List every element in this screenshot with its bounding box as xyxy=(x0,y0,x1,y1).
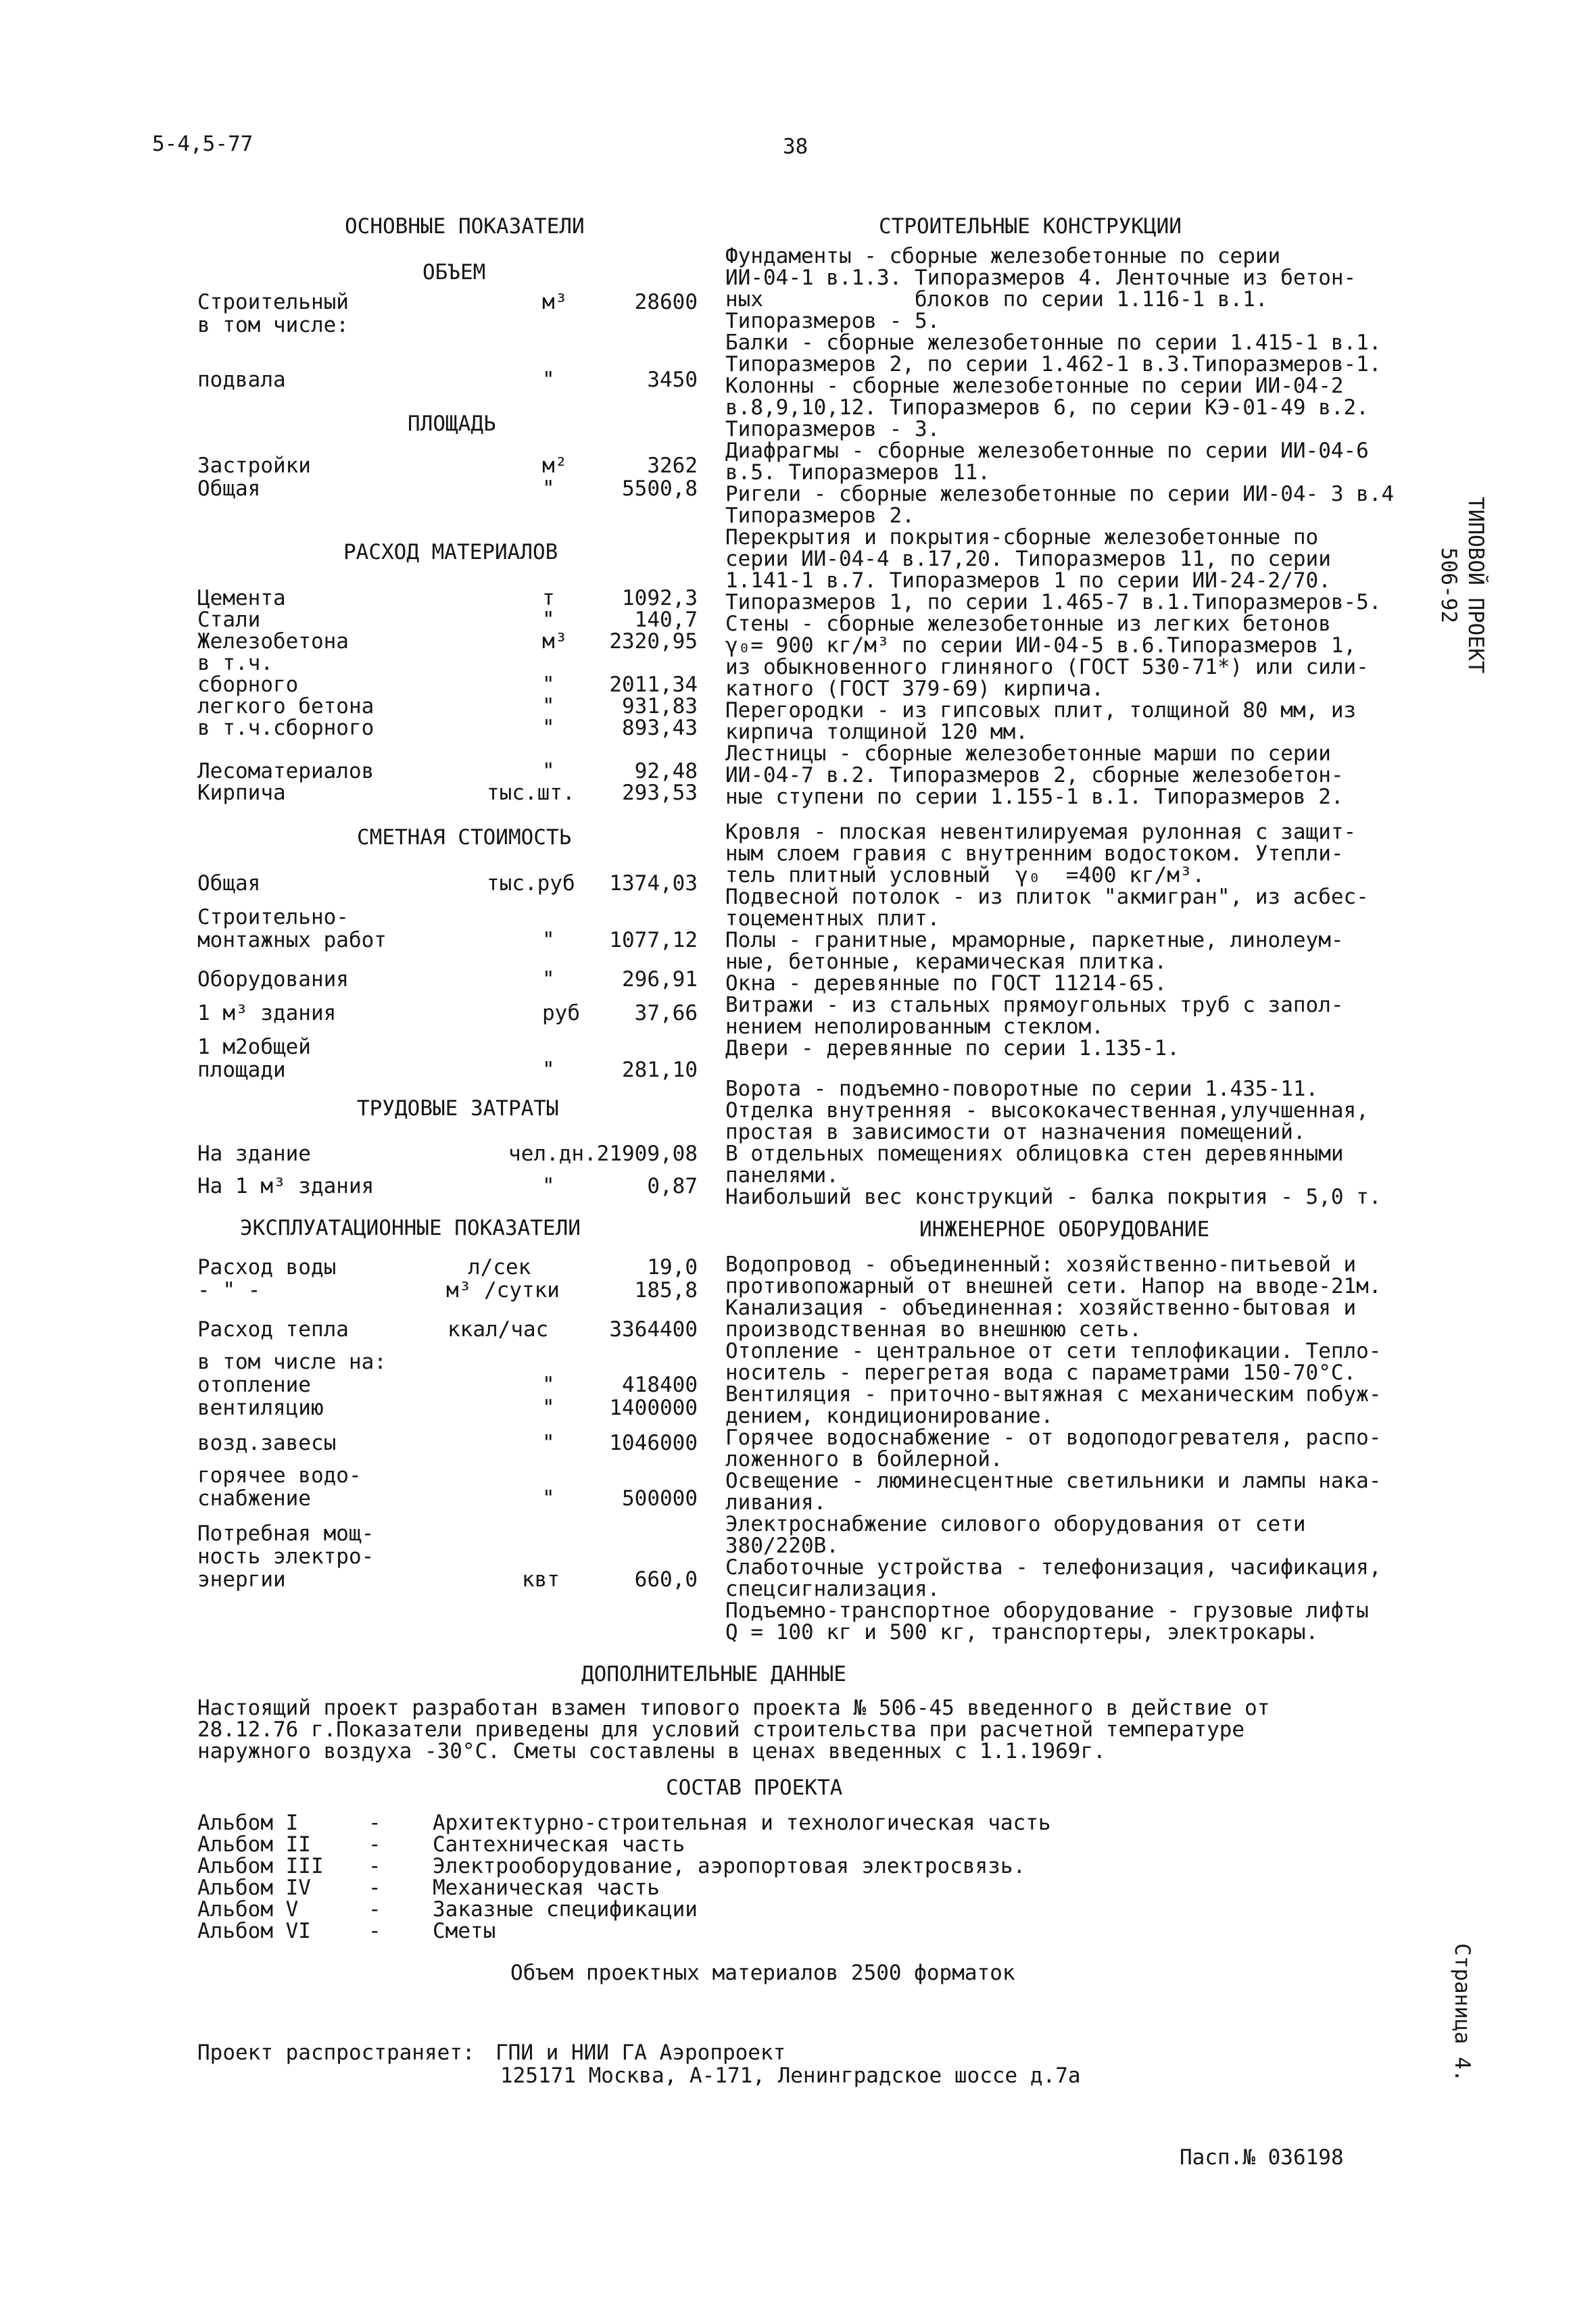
material-label: в т.ч. xyxy=(197,651,273,675)
heating-value: 418400 xyxy=(622,1373,698,1397)
water-row-2 xyxy=(197,1279,698,1302)
engineering-line: 380/220В. xyxy=(725,1534,839,1558)
material-label: Кирпича xyxy=(197,781,286,805)
materials-row xyxy=(197,716,698,739)
structures-line: Перекрытия и покрытия-сборные железобетонные по xyxy=(725,525,1319,550)
structures-line: нением неполированным стеклом. xyxy=(725,1015,1104,1039)
engineering-line: Электроснабжение силового оборудования от сети xyxy=(725,1512,1306,1536)
vent-label: вентиляцию xyxy=(197,1396,324,1420)
engineering-line: ложенного в бойлерной. xyxy=(725,1447,1003,1471)
power-unit: квт xyxy=(522,1567,560,1592)
structures-line: ным слоем гравия с внутренним водостоком. Утепли- xyxy=(725,842,1344,866)
engineering-line: Подъемно-транспортное оборудование - грузовые лифты xyxy=(725,1599,1369,1623)
material-label: Цемента xyxy=(197,586,286,610)
structures-line: Типоразмеров 2. xyxy=(725,504,915,528)
materials-row xyxy=(197,652,698,675)
additional-line: наружного воздуха -30°С. Сметы составлены в ценах введенных с 1.1.1969г. xyxy=(197,1739,1106,1763)
structures-line: ИИ-04-7 в.2. Типоразмеров 2, сборные железобетон- xyxy=(725,763,1344,787)
engineering-line: Освещение - люминесцентные светильники и лампы нака- xyxy=(725,1469,1382,1493)
engineering-line: Вентиляция - приточно-вытяжная с механическим побуж- xyxy=(725,1382,1382,1407)
material-label: Лесоматериалов xyxy=(197,759,374,783)
labor-building-label: На здание xyxy=(197,1142,311,1166)
water-unit-1: л/сек xyxy=(468,1255,531,1280)
heat-incl-label: в том числе на: xyxy=(197,1350,387,1374)
structures-line: Двери - деревянные по серии 1.135-1. xyxy=(725,1036,1180,1061)
cost-equipment-row xyxy=(197,968,698,991)
power-label-3: энергии xyxy=(197,1567,286,1592)
water-value-2: 185,8 xyxy=(634,1278,698,1302)
power-row-2 xyxy=(197,1545,698,1568)
material-value: 893,43 xyxy=(622,716,698,740)
area-built-label: Застройки xyxy=(197,454,311,478)
structures-line: панелями. xyxy=(725,1163,839,1188)
area-built-value: 3262 xyxy=(647,454,698,478)
heat-value: 3364400 xyxy=(609,1317,698,1342)
heat-row xyxy=(197,1318,698,1341)
power-value: 660,0 xyxy=(634,1567,698,1592)
vent-row xyxy=(197,1396,698,1419)
engineering-title: ИНЖЕНЕРНОЕ ОБОРУДОВАНИЕ xyxy=(919,1217,1210,1242)
main-indicators-title: ОСНОВНЫЕ ПОКАЗАТЕЛИ xyxy=(345,214,585,239)
materials-row xyxy=(197,760,698,783)
cost-equipment-unit: " xyxy=(542,967,555,992)
cost-total-row xyxy=(197,872,698,895)
water-label: Расход воды xyxy=(197,1255,337,1280)
structures-line: Типоразмеров - 3. xyxy=(725,417,940,441)
structures-line: 1.141-1 в.7. Типоразмеров 1 по серии ИИ-24-2/70. xyxy=(725,568,1331,593)
project-title-vertical: ТИПОВОЙ ПРОЕКТ xyxy=(1464,497,1488,674)
materials-row xyxy=(197,630,698,653)
heat-incl-row xyxy=(197,1350,698,1373)
cost-total-label: Общая xyxy=(197,871,261,896)
structures-line: Кровля - плоская невентилируемая рулонная с защит- xyxy=(725,820,1357,844)
hot-water-unit: " xyxy=(542,1486,555,1511)
cost-construction-value: 1077,12 xyxy=(609,928,698,952)
material-value: 2011,34 xyxy=(609,673,698,697)
hot-water-row-2 xyxy=(197,1487,698,1510)
volume-note: Объем проектных материалов 2500 форматок xyxy=(510,1961,1015,1985)
labor-building-row xyxy=(197,1142,698,1165)
material-unit: " xyxy=(542,694,555,718)
hot-water-value: 500000 xyxy=(622,1486,698,1511)
volume-basement-unit: " xyxy=(542,368,555,392)
cost-per-m2-row-1 xyxy=(197,1035,698,1058)
volume-building-value: 28600 xyxy=(634,290,698,314)
album-dash: - xyxy=(368,1897,381,1922)
vent-value: 1400000 xyxy=(609,1396,698,1420)
album-desc: Заказные спецификации xyxy=(433,1897,698,1922)
project-number-vertical: 506-92 xyxy=(1436,547,1461,623)
hot-water-label-1: горячее водо- xyxy=(197,1463,362,1488)
additional-line: 28.12.76 г.Показатели приведены для условий строительства при расчетной температуре xyxy=(197,1717,1245,1742)
curtain-label: возд.завесы xyxy=(197,1431,337,1455)
material-value: 1092,3 xyxy=(622,586,698,610)
structures-line: ИИ-04-1 в.1.3. Типоразмеров 4. Ленточные из бетон- xyxy=(725,266,1357,290)
structures-line: Стены - сборные железобетонные из легких бетонов xyxy=(725,612,1331,636)
cost-construction-row-1 xyxy=(197,906,698,929)
area-total-row xyxy=(197,477,698,500)
cost-per-m2-row-2 xyxy=(197,1058,698,1081)
material-unit: т xyxy=(542,586,555,610)
labor-per-m3-row xyxy=(197,1175,698,1198)
volume-building-unit: м³ xyxy=(542,290,568,314)
material-label: в т.ч.сборного xyxy=(197,716,374,740)
structures-line: ные, бетонные, керамическая плитка. xyxy=(725,950,1167,974)
material-value: 2320,95 xyxy=(609,629,698,654)
cost-per-m3-label: 1 м³ здания xyxy=(197,1001,337,1025)
page-label-vertical: Страница 4. xyxy=(1450,1943,1474,2082)
structures-line: Ригели - сборные железобетонные по серии ИИ-04- 3 в.4 xyxy=(725,482,1395,506)
structures-line: Лестницы - сборные железобетонные марши по серии xyxy=(725,741,1331,766)
hot-water-label-2: снабжение xyxy=(197,1486,311,1511)
cost-total-value: 1374,03 xyxy=(609,871,698,896)
volume-basement-value: 3450 xyxy=(647,368,698,392)
material-value: 931,83 xyxy=(622,694,698,718)
heat-label: Расход тепла xyxy=(197,1317,349,1342)
heating-unit: " xyxy=(542,1373,555,1397)
album-desc: Сантехническая часть xyxy=(433,1832,685,1857)
passport-number: Пасп.№ 036198 xyxy=(1180,2145,1344,2170)
engineering-line: носитель - перегретая вода с параметрами 150-70°С. xyxy=(725,1361,1357,1385)
structures-line: Наибольший вес конструкций - балка покрытия - 5,0 т. xyxy=(725,1185,1382,1209)
page-number: 38 xyxy=(783,135,808,159)
labor-per-m3-label: На 1 м³ здания xyxy=(197,1174,374,1198)
cost-construction-unit: " xyxy=(542,928,555,952)
album-dash: - xyxy=(368,1876,381,1900)
materials-row xyxy=(197,587,698,610)
volume-basement-row xyxy=(197,368,698,391)
area-total-value: 5500,8 xyxy=(622,477,698,501)
material-unit: " xyxy=(542,673,555,697)
power-row-1 xyxy=(197,1522,698,1545)
structures-line: Типоразмеров - 5. xyxy=(725,309,940,333)
material-label: сборного xyxy=(197,673,299,697)
hot-water-row-1 xyxy=(197,1464,698,1487)
volume-heading: ОБЪЕМ xyxy=(422,260,486,285)
engineering-line: Слаботочные устройства - телефонизация, часификация, xyxy=(725,1555,1382,1580)
cost-per-m3-unit: руб xyxy=(542,1001,580,1025)
engineering-line: дением, кондиционирование. xyxy=(725,1404,1054,1428)
operation-heading: ЭКСПЛУАТАЦИОННЫЕ ПОКАЗАТЕЛИ xyxy=(240,1216,581,1240)
cost-construction-row-2 xyxy=(197,929,698,952)
structures-line: Типоразмеров 1, по серии 1.465-7 в.1.Типоразмеров-5. xyxy=(725,590,1382,614)
cost-total-unit: тыс.руб xyxy=(487,871,575,896)
volume-basement-label: подвала xyxy=(197,368,286,392)
structures-line: простая в зависимости от назначения помещений. xyxy=(725,1120,1306,1144)
heat-unit: ккал/час xyxy=(448,1317,549,1342)
structures-line: в.8,9,10,12. Типоразмеров 6, по серии КЭ-01-49 в.2. xyxy=(725,395,1369,420)
material-label: Железобетона xyxy=(197,629,349,654)
cost-per-m2-value: 281,10 xyxy=(622,1058,698,1082)
area-total-unit: " xyxy=(542,477,555,501)
distributor-address: 125171 Москва, А-171, Ленинградское шоссе д.7а xyxy=(500,2064,1081,2088)
water-unit-2: м³ /сутки xyxy=(446,1278,560,1302)
album-name: Альбом VI xyxy=(197,1919,311,1943)
album-name: Альбом IV xyxy=(197,1876,311,1900)
material-unit: м³ xyxy=(542,629,568,654)
distributor-name: ГПИ и НИИ ГА Аэропроект xyxy=(495,2041,786,2065)
structures-line: Типоразмеров 2, по серии 1.462-1 в.3.Типоразмеров-1. xyxy=(725,352,1382,376)
album-dash: - xyxy=(368,1919,381,1943)
structures-line: тоцементных плит. xyxy=(725,906,940,931)
power-label-2: ность электро- xyxy=(197,1544,374,1569)
material-label: Стали xyxy=(197,608,261,632)
engineering-line: спецсигнализация. xyxy=(725,1577,940,1601)
structures-line: ных блоков по серии 1.116-1 в.1. xyxy=(725,287,1268,312)
cost-heading: СМЕТНАЯ СТОИМОСТЬ xyxy=(357,825,572,850)
cost-equipment-value: 296,91 xyxy=(622,967,698,992)
album-desc: Механическая часть xyxy=(433,1876,660,1900)
cost-construction-label-2: монтажных работ xyxy=(197,928,387,952)
volume-building-sub: в том числе: xyxy=(197,313,349,337)
album-name: Альбом I xyxy=(197,1811,299,1835)
album-desc: Сметы xyxy=(433,1919,496,1943)
labor-heading: ТРУДОВЫЕ ЗАТРАТЫ xyxy=(357,1096,559,1121)
area-heading: ПЛОЩАДЬ xyxy=(408,412,496,436)
heating-row xyxy=(197,1373,698,1396)
material-value: 140,7 xyxy=(634,608,698,632)
structures-line: Диафрагмы - сборные железобетонные по серии ИИ-04-6 xyxy=(725,439,1369,463)
structures-line: кирпича толщиной 120 мм. xyxy=(725,720,1028,744)
engineering-line: Канализация - объединенная: хозяйственно-бытовая и xyxy=(725,1296,1357,1320)
structures-line: тель плитный условный γ₀ =400 кг/м³. xyxy=(725,863,1205,887)
additional-title: ДОПОЛНИТЕЛЬНЫЕ ДАННЫЕ xyxy=(581,1662,846,1686)
vent-unit: " xyxy=(542,1396,555,1420)
engineering-line: противопожарный от внешней сети. Напор на вводе-21м. xyxy=(725,1274,1382,1298)
cost-per-m2-label-2: площади xyxy=(197,1058,286,1082)
engineering-line: Водопровод - объединенный: хозяйственно-питьевой и xyxy=(725,1252,1357,1277)
curtain-row xyxy=(197,1432,698,1455)
composition-title: СОСТАВ ПРОЕКТА xyxy=(666,1776,843,1800)
structures-line: В отдельных помещениях облицовка стен деревянными xyxy=(725,1142,1344,1166)
heating-label: отопление xyxy=(197,1373,311,1397)
structures-line: Витражи - из стальных прямоугольных труб с запол- xyxy=(725,993,1344,1017)
engineering-line: Отопление - центральное от сети теплофикации. Тепло- xyxy=(725,1339,1382,1363)
structures-line: Окна - деревянные по ГОСТ 11214-65. xyxy=(725,971,1167,996)
structures-line: серии ИИ-04-4 в.17,20. Типоразмеров 11, по серии xyxy=(725,547,1331,571)
album-desc: Архитектурно-строительная и технологическая часть xyxy=(433,1811,1051,1835)
structures-line: Балки - сборные железобетонные по серии 1.415-1 в.1. xyxy=(725,331,1382,355)
structures-line: в.5. Типоразмеров 11. xyxy=(725,460,990,485)
album-dash: - xyxy=(368,1854,381,1878)
curtain-value: 1046000 xyxy=(609,1431,698,1455)
volume-building-label: Строительный xyxy=(197,290,349,314)
curtain-unit: " xyxy=(542,1431,555,1455)
water-value-1: 19,0 xyxy=(647,1255,698,1280)
material-value: 92,48 xyxy=(634,759,698,783)
cost-equipment-label: Оборудования xyxy=(197,967,349,992)
distributor-label: Проект распространяет: xyxy=(197,2041,475,2065)
labor-building-value: чел.дн.21909,08 xyxy=(508,1142,698,1166)
material-value: 293,53 xyxy=(622,781,698,805)
materials-row xyxy=(197,673,698,696)
structures-line: Перегородки - из гипсовых плит, толщиной 80 мм, из xyxy=(725,698,1357,723)
engineering-line: производственная во внешнюю сеть. xyxy=(725,1317,1142,1342)
material-unit: тыс.шт. xyxy=(487,781,575,805)
labor-per-m3-unit: " xyxy=(542,1174,555,1198)
structures-line: из обыкновенного глиняного (ГОСТ 530-71*) или сили- xyxy=(725,655,1369,679)
structures-line: Полы - гранитные, мраморные, паркетные, линолеум- xyxy=(725,928,1344,952)
materials-heading: РАСХОД МАТЕРИАЛОВ xyxy=(343,540,558,564)
structures-line: Подвесной потолок - из плиток "акмигран", из асбес- xyxy=(725,885,1369,909)
cost-construction-label-1: Строительно- xyxy=(197,905,349,929)
structures-line: катного (ГОСТ 379-69) кирпича. xyxy=(725,677,1104,701)
material-unit: " xyxy=(542,608,555,632)
structures-line: γ₀= 900 кг/м³ по серии ИИ-04-5 в.6.Типоразмеров 1, xyxy=(725,633,1357,658)
document-code: 5-4,5-77 xyxy=(152,132,253,156)
cost-per-m2-unit: " xyxy=(542,1058,555,1082)
cost-per-m3-value: 37,66 xyxy=(634,1001,698,1025)
structures-line: Колонны - сборные железобетонные по серии ИИ-04-2 xyxy=(725,374,1344,398)
area-built-row xyxy=(197,454,698,477)
material-unit: " xyxy=(542,759,555,783)
album-dash: - xyxy=(368,1811,381,1835)
structures-line: Фундаменты - сборные железобетонные по серии xyxy=(725,244,1281,268)
album-name: Альбом V xyxy=(197,1897,299,1922)
structures-line: Отделка внутренняя - высококачественная,улучшенная, xyxy=(725,1098,1369,1123)
engineering-line: ливания. xyxy=(725,1490,827,1515)
cost-per-m2-label-1: 1 м2общей xyxy=(197,1035,311,1059)
area-built-unit: м² xyxy=(542,454,568,478)
water-dash: - " - xyxy=(197,1278,261,1302)
engineering-line: Горячее водоснабжение - от водоподогревателя, распо- xyxy=(725,1425,1382,1450)
album-name: Альбом III xyxy=(197,1854,324,1878)
materials-row xyxy=(197,695,698,718)
area-total-label: Общая xyxy=(197,477,261,501)
structures-line: ные ступени по серии 1.155-1 в.1. Типоразмеров 2. xyxy=(725,785,1344,809)
volume-sub-row xyxy=(197,314,698,337)
cost-per-m3-row xyxy=(197,1002,698,1025)
structures-line: Ворота - подъемно-поворотные по серии 1.435-11. xyxy=(725,1077,1319,1101)
engineering-line: Q = 100 кг и 500 кг, транспортеры, электрокары. xyxy=(725,1620,1319,1644)
additional-line: Настоящий проект разработан взамен типового проекта № 506-45 введенного в действие от xyxy=(197,1696,1270,1720)
structures-title: СТРОИТЕЛЬНЫЕ КОНСТРУКЦИИ xyxy=(879,214,1182,239)
materials-row xyxy=(197,781,698,804)
materials-row xyxy=(197,608,698,631)
labor-per-m3-value: 0,87 xyxy=(647,1174,698,1198)
water-row-1 xyxy=(197,1256,698,1279)
power-label-1: Потребная мощ- xyxy=(197,1521,374,1546)
album-name: Альбом II xyxy=(197,1832,311,1857)
volume-building-row xyxy=(197,291,698,314)
material-unit: " xyxy=(542,716,555,740)
power-row-3 xyxy=(197,1568,698,1591)
album-dash: - xyxy=(368,1832,381,1857)
material-label: легкого бетона xyxy=(197,694,374,718)
album-desc: Электрооборудование, аэропортовая электросвязь. xyxy=(433,1854,1026,1878)
